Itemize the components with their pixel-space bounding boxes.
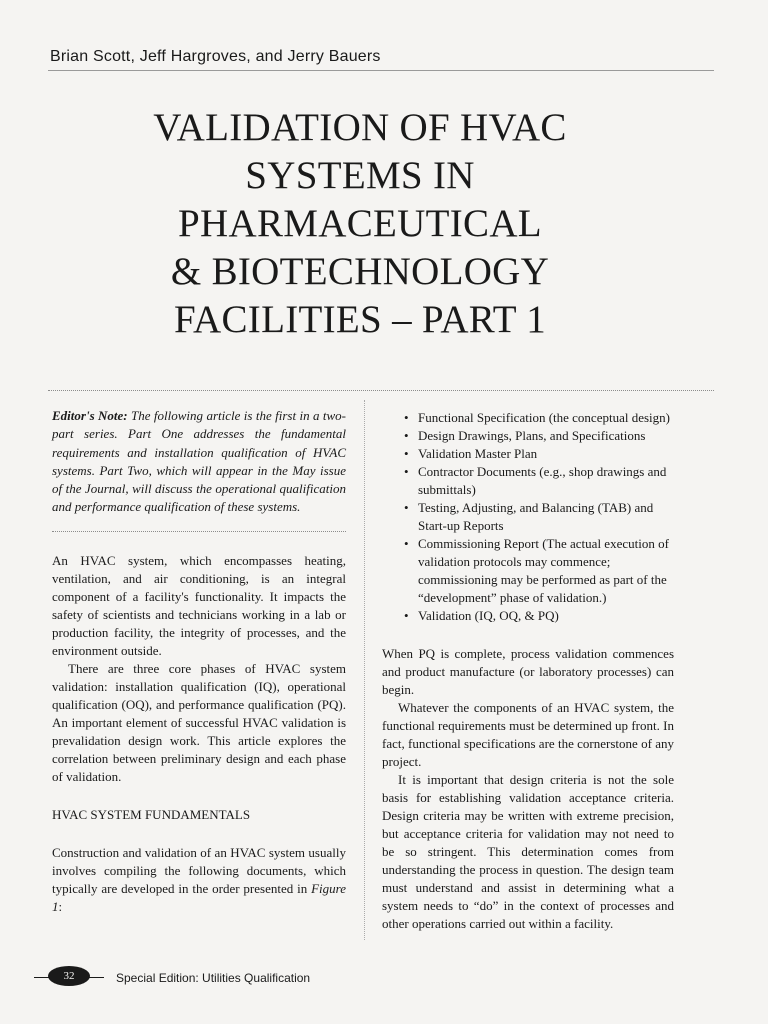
- right-column: [382, 409, 674, 933]
- title-line: PHARMACEUTICAL: [178, 202, 542, 245]
- article-title: [80, 104, 640, 344]
- header-rule: [48, 70, 714, 71]
- section-heading: HVAC SYSTEM FUNDAMENTALS: [52, 806, 251, 822]
- list-item: • Validation Master Plan: [404, 445, 674, 463]
- editors-note-rule: [52, 531, 346, 532]
- figure-reference: Figure 1: [52, 880, 346, 914]
- title-line: & BIOTECHNOLOGY: [170, 250, 550, 293]
- list-item: • Design Drawings, Plans, and Specifications: [404, 427, 674, 445]
- publication-name: Special Edition: Utilities Qualification: [116, 971, 311, 985]
- list-item: • Testing, Adjusting, and Balancing (TAB) and Start-up Reports: [404, 499, 674, 535]
- title-line: VALIDATION OF HVAC: [153, 106, 567, 149]
- title-line: SYSTEMS IN: [245, 154, 475, 197]
- list-item: • Functional Specification (the conceptual design): [404, 409, 674, 427]
- title-line: FACILITIES – PART 1: [173, 298, 547, 341]
- editors-note: [52, 407, 346, 517]
- left-column: [52, 407, 346, 916]
- list-item: • Validation (IQ, OQ, & PQ): [404, 607, 674, 625]
- body-paragraph: An HVAC system, which encompasses heating, ventilation, and air conditioning, is an integral component of a facility's functionality. It impacts the safety of scientists and technicians working in a lab or production facility, the integrity of processes, and the environment outside.: [52, 552, 346, 658]
- body-paragraph: [52, 844, 346, 916]
- page-number: 32: [48, 966, 90, 986]
- body-paragraph: There are three core phases of HVAC system validation: installation qualification (IQ), operational qualification (OQ), and performance qualification (PQ). An important element of successful HVAC validation is prevalidation design work. This article explores the correlation between preliminary design and each phase of validation.: [52, 660, 346, 784]
- editors-note-label: Editor's Note:: [52, 408, 128, 423]
- author-byline: Brian Scott, Jeff Hargroves, and Jerry Bauers: [50, 48, 381, 65]
- editors-note-text: The following article is the first in a two-part series. Part One addresses the fundamental requirements and installation qualification of HVAC systems. Part Two, which will appear in the May issue of the Journal, will discuss the operational qualification and performance qualification of these systems.: [52, 408, 346, 515]
- paragraph-end: :: [58, 898, 63, 914]
- paragraph-text: Construction and validation of an HVAC system usually involves compiling the following documents, which typically are developed in the order presented in: [52, 844, 346, 896]
- column-separator: [364, 400, 365, 940]
- list-item: • Contractor Documents (e.g., shop drawings and submittals): [404, 463, 674, 499]
- body-paragraph: Whatever the components of an HVAC system, the functional requirements must be determined up front. In fact, functional specifications are the cornerstone of any project.: [382, 700, 674, 769]
- body-paragraph: It is important that design criteria is not the sole basis for establishing validation acceptance criteria. Design criteria may be written with extreme precision, but acceptance criteria for validation may not need to be so stringent. This determination comes from understanding the process in question. The design team must understand and assist in determining what a system needs to “do” in the context of processes and other operations carried out within a facility.: [382, 772, 674, 931]
- body-paragraph: When PQ is complete, process validation commences and product manufacture (or laboratory processes) can begin.: [382, 646, 674, 697]
- section-divider: [48, 390, 714, 391]
- list-item: • Commissioning Report (The actual execution of validation protocols may commence; commissioning may be performed as part of the “development” phase of validation.): [404, 535, 674, 607]
- document-list: [382, 409, 674, 625]
